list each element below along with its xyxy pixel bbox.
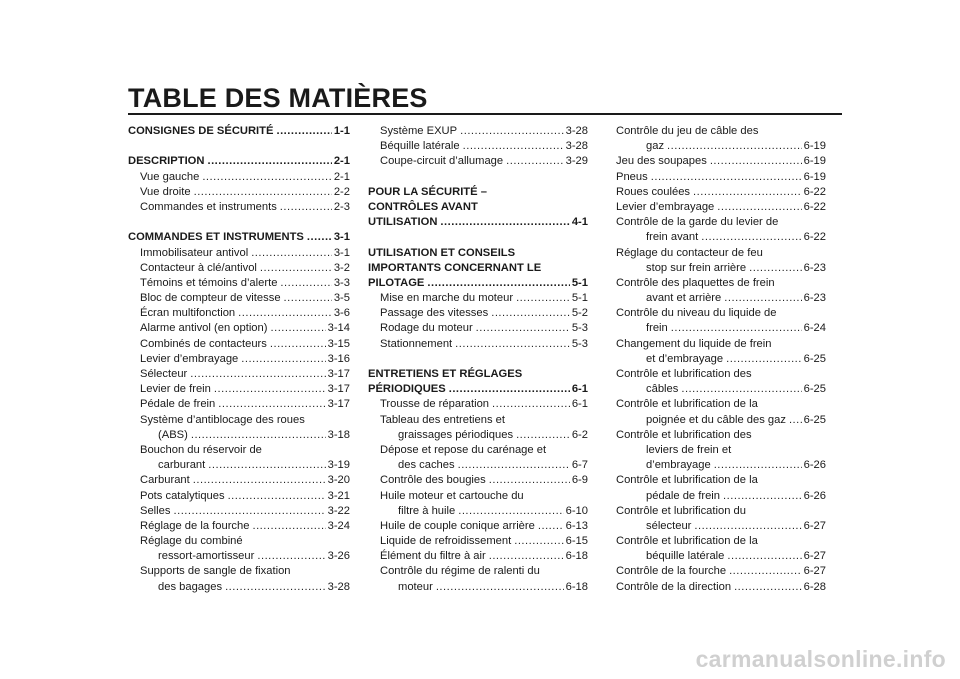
toc-entry[interactable] [368,473,588,488]
toc-dot-leader [251,246,332,261]
toc-page-number: 4-1 [571,216,588,229]
toc-entry-title: ressort-amortisseur [158,550,255,563]
toc-page-number: 5-3 [571,337,588,350]
toc-dot-leader [723,489,802,504]
toc-entry[interactable] [616,580,826,595]
toc-dot-leader [514,534,563,549]
toc-entry-title: Mise en marche du moteur [380,292,514,305]
toc-entry[interactable] [616,170,826,185]
toc-entry[interactable] [616,139,826,154]
toc-dot-leader [190,367,325,382]
toc-page-number: 3-28 [565,140,588,153]
toc-dot-leader [681,382,801,397]
toc-entry[interactable] [128,458,350,473]
toc-entry[interactable] [128,504,350,519]
toc-dot-leader [193,473,326,488]
toc-dot-leader [694,519,801,534]
toc-page-number: 6-9 [571,474,588,487]
toc-entry[interactable] [128,367,350,382]
toc-dot-leader [489,473,570,488]
toc-section-entry[interactable] [128,230,350,245]
toc-entry-title: Pneus [616,170,648,183]
toc-entry-text-line: Système d’antiblocage des roues [140,413,305,426]
toc-page-number: 6-23 [803,261,826,274]
toc-page-number: 6-7 [571,459,588,472]
toc-entry[interactable] [128,185,350,200]
toc-entry-title: Contrôle de la direction [616,580,732,593]
toc-page-number: 3-24 [327,519,350,532]
toc-dot-leader [727,549,801,564]
toc-entry-title: PILOTAGE [368,276,425,289]
toc-entry-title: pédale de frein [646,489,721,502]
toc-page-number: 3-5 [333,292,350,305]
toc-entry-title: Trousse de réparation [380,398,490,411]
toc-dot-leader [489,549,564,564]
toc-page-number: 1-1 [333,125,350,137]
toc-entry-title: frein avant [646,231,699,244]
toc-entry-title: d’embrayage [646,459,711,472]
toc-entry-title: Levier d’embrayage [140,352,239,365]
toc-entry[interactable] [128,246,350,261]
toc-page-number: 3-17 [327,398,350,411]
toc-dot-leader [460,124,563,139]
toc-entry[interactable] [616,382,826,397]
toc-entry[interactable] [368,458,588,473]
toc-entry-title: moteur [398,580,433,593]
toc-page-number: 6-19 [803,155,826,168]
toc-page-number: 6-1 [571,398,588,411]
toc-page-number: 6-2 [571,428,588,441]
toc-entry-title: Combinés de contacteurs [140,337,267,350]
toc-page-number: 2-1 [333,170,350,183]
toc-dot-leader [241,352,325,367]
toc-dot-leader [427,276,569,291]
toc-page-number: 2-2 [333,185,350,198]
toc-page-number: 6-10 [565,504,588,517]
toc-entry[interactable] [368,580,588,595]
toc-entry-title: Alarme antivol (en option) [140,322,268,335]
toc-entry[interactable] [368,504,588,519]
toc-spacer [368,352,588,367]
toc-dot-leader [202,170,332,185]
toc-page-number: 3-17 [327,368,350,380]
toc-page-number: 3-2 [333,261,350,274]
toc-entry-title: Liquide de refroidissement [380,535,512,548]
toc-entry-title: Carburant [140,474,190,487]
toc-page-number: 6-23 [803,292,826,305]
toc-dot-leader [260,261,332,276]
toc-page-number: 3-19 [327,459,350,472]
toc-entry-text-line: Contrôle et lubrification des [616,368,752,380]
toc-entry[interactable] [128,352,350,367]
toc-column-3 [616,124,826,595]
toc-dot-leader [225,580,326,595]
toc-entry-title: Sélecteur [140,368,188,380]
toc-page-number: 3-14 [327,322,350,335]
toc-page-number: 6-15 [565,535,588,548]
toc-column-2 [368,124,588,595]
toc-entry-title: béquille latérale [646,550,725,563]
toc-entry[interactable] [616,185,826,200]
toc-entry-title: DESCRIPTION [128,155,205,168]
toc-spacer [128,215,350,230]
toc-page-number: 5-2 [571,307,588,320]
toc-entry[interactable] [616,413,826,428]
toc-entry[interactable] [616,564,826,579]
toc-entry-title: carburant [158,459,206,472]
toc-page-number: 3-28 [327,580,350,593]
toc-entry-text-line: leviers de frein et [646,443,732,456]
toc-entry[interactable] [368,306,588,321]
toc-page-number: 2-1 [333,155,350,168]
toc-entry[interactable] [368,519,588,534]
toc-entry[interactable] [616,230,826,245]
toc-entry-title: (ABS) [158,428,188,441]
toc-dot-leader [280,200,332,215]
toc-page-number: 3-28 [565,125,588,137]
toc-entry-title: Passage des vitesses [380,307,489,320]
toc-entry[interactable] [368,124,588,139]
toc-section-heading-line: UTILISATION ET CONSEILS [368,246,516,259]
toc-entry-title: frein [646,322,668,335]
toc-section-heading-line: CONTRÔLES AVANT [368,200,478,213]
toc-entry-title: Bloc de compteur de vitesse [140,292,281,305]
toc-entry-text-line: Contrôle et lubrification du [616,504,746,517]
toc-entry[interactable] [616,321,826,336]
toc-entry[interactable] [616,154,826,169]
toc-entry[interactable] [128,397,350,412]
toc-page-number: 5-3 [571,322,588,335]
toc-entry-text-line: Réglage du combiné [140,535,243,548]
toc-dot-leader [701,230,801,245]
toc-page-number: 6-18 [565,580,588,593]
toc-page-number: 3-15 [327,337,350,350]
toc-entry[interactable] [128,291,350,306]
toc-entry[interactable] [616,549,826,564]
toc-entry[interactable] [616,200,826,215]
toc-page-number: 6-22 [803,200,826,213]
toc-entry-text-line: Contrôle de la garde du levier de [616,216,779,229]
toc-entry[interactable] [128,382,350,397]
toc-entry-title: Témoins et témoins d’alerte [140,276,278,289]
toc-page-number: 3-29 [565,155,588,168]
toc-dot-leader [789,413,802,428]
watermark: carmanualsonline.info [695,646,946,672]
toc-dot-leader [214,382,326,397]
toc-entry[interactable] [128,428,350,443]
toc-dot-leader [717,200,801,215]
title-underline [128,113,842,115]
toc-entry[interactable] [368,321,588,336]
toc-entry-title: Pots catalytiques [140,489,225,502]
toc-entry-title: câbles [646,383,679,396]
toc-page-number: 3-18 [327,428,350,441]
toc-section-heading-line: ENTRETIENS ET RÉGLAGES [368,368,523,380]
toc-dot-leader [714,458,802,473]
toc-entry-title: Levier de frein [140,383,211,396]
toc-page-number: 6-22 [803,231,826,244]
toc-dot-leader [270,337,326,352]
toc-entry-text-line: Contrôle du jeu de câble des [616,125,759,137]
toc-page-number: 6-24 [803,322,826,335]
toc-dot-leader [463,139,564,154]
toc-entry-title: Roues coulées [616,185,691,198]
toc-dot-leader [228,489,326,504]
toc-dot-leader [729,564,802,579]
toc-entry-title: Élément du filtre à air [380,550,486,563]
toc-page-number: 6-28 [803,580,826,593]
toc-entry-title: UTILISATION [368,216,438,229]
toc-section-entry[interactable] [128,154,350,169]
toc-dot-leader [492,397,570,412]
toc-dot-leader [173,504,325,519]
toc-spacer [368,170,588,185]
toc-page-number: 6-19 [803,170,826,183]
toc-page-number: 3-22 [327,504,350,517]
toc-entry-text-line: Huile moteur et cartouche du [380,489,524,502]
toc-entry-text-line: Contrôle et lubrification de la [616,474,758,487]
toc-page-number: 3-16 [327,352,350,365]
toc-dot-leader [667,139,802,154]
toc-entry-title: Commandes et instruments [140,200,277,213]
toc-page-number: 6-22 [803,185,826,198]
toc-spacer [368,230,588,245]
toc-dot-leader [506,154,563,169]
toc-entry-title: Béquille latérale [380,140,460,153]
toc-dot-leader [749,261,801,276]
toc-entry[interactable] [128,170,350,185]
toc-dot-leader [307,230,332,245]
toc-entry[interactable] [368,549,588,564]
toc-entry[interactable] [128,321,350,336]
toc-entry[interactable] [128,473,350,488]
toc-entry-text-line: Tableau des entretiens et [380,413,506,426]
toc-page-number: 6-13 [565,519,588,532]
toc-entry[interactable] [368,337,588,352]
toc-entry[interactable] [368,154,588,169]
toc-entry-title: Vue gauche [140,170,200,183]
toc-dot-leader [734,580,802,595]
toc-entry-title: poignée et du câble des gaz [646,413,786,426]
toc-entry[interactable] [128,261,350,276]
toc-entry-text-line: Contrôle des plaquettes de frein [616,276,775,289]
toc-entry-text-line: Réglage du contacteur de feu [616,246,763,259]
toc-entry[interactable] [616,352,826,367]
page-title: TABLE DES MATIÈRES [128,83,428,113]
toc-entry-text-line: Contrôle du régime de ralenti du [380,565,540,578]
toc-dot-leader [208,458,325,473]
toc-entry[interactable] [368,139,588,154]
toc-entry-text-line: Bouchon du réservoir de [140,443,262,456]
toc-entry-title: Coupe-circuit d’allumage [380,155,504,168]
toc-entry[interactable] [368,428,588,443]
toc-page-number: 6-18 [565,550,588,563]
toc-entry-title: des bagages [158,580,223,593]
toc-entry-title: des caches [398,459,455,472]
toc-dot-leader [491,306,570,321]
toc-entry-title: et d’embrayage [646,352,724,365]
toc-entry[interactable] [128,337,350,352]
toc-page-number: 6-27 [803,565,826,578]
toc-page-number: 6-26 [803,459,826,472]
toc-entry[interactable] [128,489,350,504]
toc-page-number: 3-1 [333,246,350,259]
toc-dot-leader [280,276,331,291]
toc-dot-leader [191,428,326,443]
toc-entry-title: Vue droite [140,185,191,198]
toc-dot-leader [270,321,325,336]
toc-dot-leader [252,519,325,534]
toc-dot-leader [440,215,569,230]
toc-dot-leader [671,321,802,336]
toc-entry-title: Selles [140,504,171,517]
toc-page-number: 3-20 [327,474,350,487]
toc-entry[interactable] [128,306,350,321]
toc-section-entry[interactable] [368,276,588,291]
toc-dot-leader [651,170,802,185]
toc-section-heading-line: POUR LA SÉCURITÉ – [368,185,487,198]
toc-dot-leader [436,580,564,595]
toc-section-entry[interactable] [368,215,588,230]
toc-page-number: 3-1 [333,231,350,244]
toc-page-number: 6-27 [803,519,826,532]
toc-entry[interactable] [128,200,350,215]
toc-page-number: 6-25 [803,413,826,426]
toc-entry[interactable] [128,549,350,564]
toc-page-number: 6-1 [571,383,588,396]
toc-page-number: 5-1 [571,292,588,305]
toc-entry-title: Jeu des soupapes [616,155,707,168]
toc-page-number: 6-26 [803,489,826,502]
toc-entry-title: Contrôle des bougies [380,474,486,487]
toc-entry-text-line: Contrôle du niveau du liquide de [616,307,777,320]
toc-page-number: 3-3 [333,276,350,289]
toc-entry-title: stop sur frein arrière [646,261,747,274]
toc-entry-title: Rodage du moteur [380,322,473,335]
toc-entry-title: Contacteur à clé/antivol [140,261,257,274]
toc-entry[interactable] [368,397,588,412]
toc-entry-title: Levier d’embrayage [616,200,715,213]
toc-entry-title: Immobilisateur antivol [140,246,249,259]
toc-entry[interactable] [616,261,826,276]
toc-page-number: 3-6 [333,307,350,320]
toc-page-number: 6-25 [803,383,826,396]
toc-entry[interactable] [368,534,588,549]
toc-page-number: 6-25 [803,352,826,365]
toc-page-number: 6-27 [803,550,826,563]
toc-dot-leader [449,382,570,397]
toc-page-number: 3-17 [327,383,350,396]
toc-dot-leader [207,154,331,169]
toc-entry-title: Pédale de frein [140,398,216,411]
toc-dot-leader [284,291,332,306]
toc-spacer [128,139,350,154]
toc-entry-text-line: Contrôle et lubrification de la [616,398,758,411]
toc-entry-title: Système EXUP [380,125,458,137]
toc-entry-title: Écran multifonction [140,307,236,320]
toc-entry-title: Contrôle de la fourche [616,565,727,578]
toc-dot-leader [516,428,570,443]
toc-entry-title: COMMANDES ET INSTRUMENTS [128,231,304,244]
toc-dot-leader [458,458,570,473]
toc-dot-leader [538,519,564,534]
toc-entry-text-line: Contrôle et lubrification de la [616,535,758,548]
toc-dot-leader [726,352,801,367]
toc-entry-title: CONSIGNES DE SÉCURITÉ [128,125,274,137]
toc-page-number: 6-19 [803,140,826,153]
toc-page-number: 3-26 [327,550,350,563]
toc-entry[interactable] [128,580,350,595]
toc-entry[interactable] [128,276,350,291]
toc-entry-text-line: Changement du liquide de frein [616,337,772,350]
toc-section-entry[interactable] [368,382,588,397]
toc-dot-leader [455,337,570,352]
toc-dot-leader [693,185,802,200]
toc-dot-leader [238,306,332,321]
toc-entry-text-line: Dépose et repose du carénage et [380,443,547,456]
toc-dot-leader [724,291,801,306]
toc-entry-text-line: Contrôle et lubrification des [616,428,752,441]
toc-dot-leader [710,154,802,169]
toc-entry-title: Huile de couple conique arrière [380,519,535,532]
toc-entry[interactable] [616,519,826,534]
toc-dot-leader [476,321,570,336]
toc-entry[interactable] [616,458,826,473]
toc-dot-leader [257,549,325,564]
toc-entry-title: gaz [646,140,665,153]
toc-dot-leader [218,397,325,412]
toc-entry[interactable] [616,291,826,306]
toc-entry[interactable] [128,519,350,534]
toc-column-1 [128,124,350,595]
toc-page-number: 5-1 [571,276,588,289]
toc-entry[interactable] [616,489,826,504]
toc-entry-title: sélecteur [646,519,692,532]
toc-section-heading-line: IMPORTANTS CONCERNANT LE [368,261,542,274]
toc-dot-leader [516,291,570,306]
toc-entry[interactable] [368,291,588,306]
toc-entry-title: graissages périodiques [398,428,514,441]
toc-entry-title: Stationnement [380,337,453,350]
toc-dot-leader [194,185,332,200]
toc-dot-leader [276,124,331,139]
toc-page-number: 2-3 [333,200,350,213]
toc-page-number: 3-21 [327,489,350,502]
toc-section-entry[interactable] [128,124,350,139]
toc-entry-text-line: Supports de sangle de fixation [140,565,291,578]
toc-entry-title: PÉRIODIQUES [368,383,446,396]
toc-entry-title: avant et arrière [646,292,722,305]
toc-entry-title: filtre à huile [398,504,456,517]
toc-dot-leader [458,504,563,519]
toc-entry-title: Réglage de la fourche [140,519,250,532]
